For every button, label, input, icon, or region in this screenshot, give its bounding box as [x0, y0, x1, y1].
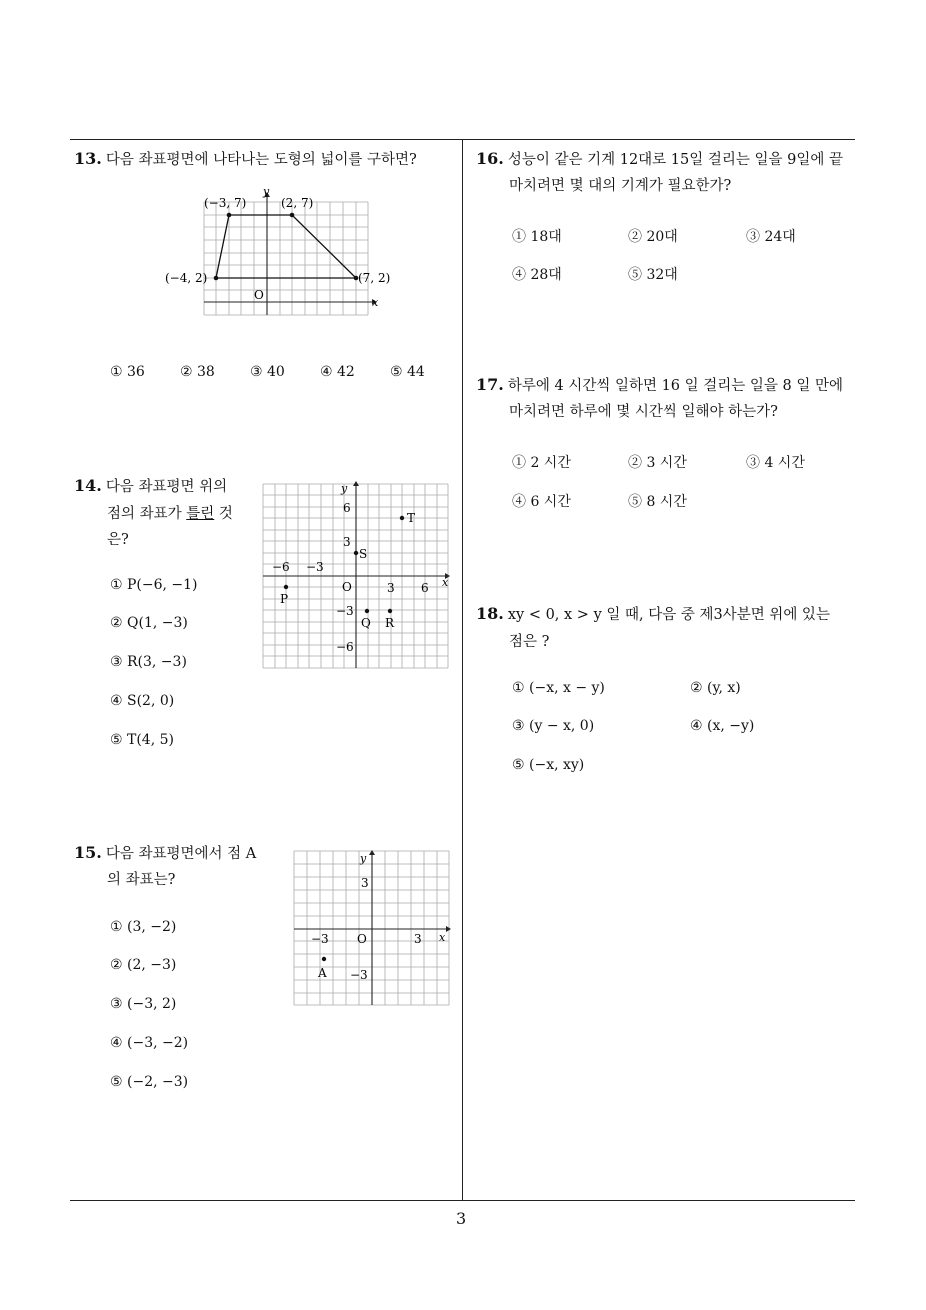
option[interactable]: ② 38 — [180, 364, 215, 380]
axis-label-y: y — [360, 852, 367, 865]
option[interactable]: ② 20대 — [628, 229, 678, 245]
tick-label: 3 — [361, 876, 369, 890]
tick-label: 6 — [343, 501, 351, 515]
option[interactable]: ① 2 시간 — [512, 455, 571, 471]
question-text: 다음 좌표평면에서 점 A — [105, 846, 257, 862]
question-15-line2: 의 좌표는? — [107, 872, 176, 888]
question-text: 성능이 같은 기계 12대로 15일 걸리는 일을 9일에 끝 — [507, 152, 843, 168]
question-number: 13. — [74, 149, 102, 168]
tick-label: 3 — [414, 932, 422, 946]
option[interactable]: ① 18대 — [512, 229, 562, 245]
option[interactable]: ⑤ 32대 — [628, 267, 678, 283]
option[interactable]: ② 3 시간 — [628, 455, 687, 471]
tick-label: −3 — [306, 560, 324, 574]
origin-label: O — [357, 932, 367, 946]
point-label: R — [385, 616, 395, 630]
option[interactable]: ① 36 — [110, 364, 145, 380]
option[interactable]: ⑤ (−2, −3) — [110, 1074, 189, 1090]
q14-coordinate-figure — [258, 478, 453, 673]
tick-label: −6 — [336, 640, 354, 654]
tick-label: −3 — [311, 932, 329, 946]
tick-label: 6 — [421, 581, 429, 595]
question-text: 점의 좌표가 — [107, 506, 187, 522]
question-text: 하루에 4 시간씩 일하면 16 일 걸리는 일을 8 일 만에 — [507, 378, 843, 394]
q15-coordinate-figure — [290, 848, 452, 1008]
option[interactable]: ⑤ T(4, 5) — [110, 732, 174, 748]
question-18-line1 — [476, 603, 830, 624]
axis-label-x: x — [372, 296, 379, 309]
origin-label: O — [254, 288, 264, 302]
point-label: T — [407, 511, 416, 525]
option[interactable]: ① P(−6, −1) — [110, 577, 198, 593]
option[interactable]: ① (3, −2) — [110, 919, 177, 935]
option[interactable]: ③ 40 — [250, 364, 285, 380]
question-14-line3: 은? — [107, 532, 129, 548]
origin-label: O — [342, 580, 352, 594]
option[interactable]: ④ S(2, 0) — [110, 693, 175, 709]
bottom-rule — [70, 1200, 855, 1201]
option[interactable]: ② Q(1, −3) — [110, 615, 188, 631]
question-16-line1 — [476, 148, 843, 169]
question-text: 다음 좌표평면에 나타나는 도형의 넓이를 구하면? — [105, 152, 417, 168]
question-number: 15. — [74, 843, 102, 862]
tick-label: 3 — [343, 535, 351, 549]
option[interactable]: ③ 24대 — [746, 229, 796, 245]
option[interactable]: ① (−x, x − y) — [512, 680, 605, 696]
point-label: (−4, 2) — [165, 271, 208, 285]
point-label: (7, 2) — [358, 271, 390, 285]
question-18-line2: 점은 ? — [509, 634, 550, 650]
column-divider — [462, 139, 463, 1201]
question-number: 16. — [476, 149, 504, 168]
question-13 — [74, 148, 417, 169]
page-number: 3 — [456, 1209, 467, 1228]
question-16-line2: 마치려면 몇 대의 기계가 필요한가? — [509, 178, 732, 194]
question-number: 14. — [74, 476, 102, 495]
point-label: P — [280, 592, 289, 606]
question-14-line2 — [107, 502, 233, 523]
option[interactable]: ④ (x, −y) — [690, 718, 755, 734]
option[interactable]: ② (2, −3) — [110, 957, 177, 973]
tick-label: −6 — [272, 560, 290, 574]
point-label: A — [318, 966, 327, 980]
option[interactable]: ⑤ 8 시간 — [628, 494, 687, 510]
option[interactable]: ② (y, x) — [690, 680, 741, 696]
point-label: S — [359, 547, 368, 561]
option[interactable]: ⑤ 44 — [390, 364, 425, 380]
question-text: 것 — [214, 506, 233, 522]
question-text: xy < 0, x > y 일 때, 다음 중 제3사분면 위에 있는 — [507, 607, 830, 623]
axis-label-x: x — [439, 931, 446, 944]
tick-label: −3 — [336, 604, 354, 618]
option[interactable]: ③ (−3, 2) — [110, 996, 177, 1012]
point-label: Q — [361, 616, 371, 630]
option[interactable]: ④ 28대 — [512, 267, 562, 283]
question-17-line2: 마치려면 하루에 몇 시간씩 일해야 하는가? — [509, 404, 778, 420]
question-number: 17. — [476, 375, 504, 394]
axis-label-y: y — [341, 482, 348, 495]
option[interactable]: ⑤ (−x, xy) — [512, 757, 585, 773]
option[interactable]: ④ 6 시간 — [512, 494, 571, 510]
question-number: 18. — [476, 604, 504, 623]
question-14-line1 — [74, 475, 227, 496]
question-text: 다음 좌표평면 위의 — [105, 479, 228, 495]
option[interactable]: ④ (−3, −2) — [110, 1035, 189, 1051]
option[interactable]: ③ (y − x, 0) — [512, 718, 595, 734]
axis-label-x: x — [442, 576, 449, 589]
question-17-line1 — [476, 374, 843, 395]
point-label: (2, 7) — [281, 196, 314, 210]
option[interactable]: ③ R(3, −3) — [110, 654, 187, 670]
point-label: (−3, 7) — [204, 196, 247, 210]
underlined-word: 틀린 — [186, 506, 215, 522]
option[interactable]: ④ 42 — [320, 364, 355, 380]
tick-label: 3 — [387, 581, 395, 595]
q13-coordinate-figure — [160, 185, 390, 320]
tick-label: −3 — [350, 968, 368, 982]
option[interactable]: ③ 4 시간 — [746, 455, 805, 471]
question-15-line1 — [74, 842, 256, 863]
axis-label-y: y — [263, 185, 270, 198]
